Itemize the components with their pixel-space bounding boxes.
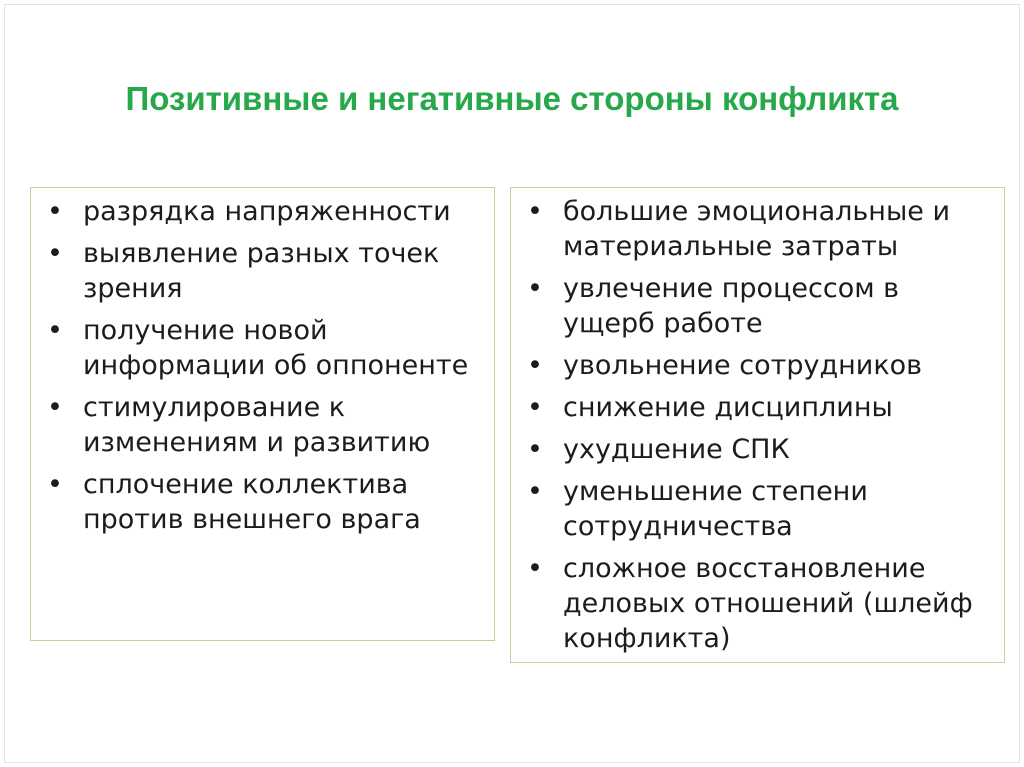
- list-item-text: уменьшение степени сотрудничества: [563, 476, 868, 542]
- list-item: [43, 236, 486, 306]
- list-item-text: большие эмоциональные и материальные затраты: [563, 196, 951, 262]
- list-item-text: получение новой информации об оппоненте: [83, 315, 469, 381]
- list-item: [523, 348, 996, 383]
- list-item-text: ухудшение СПК: [563, 434, 790, 465]
- list-item: [43, 194, 486, 229]
- list-item-text: сплочение коллектива против внешнего врага: [83, 469, 421, 535]
- list-item: [523, 432, 996, 467]
- list-item: [43, 390, 486, 460]
- list-item: [523, 551, 996, 656]
- slide-title: Позитивные и негативные стороны конфликта: [125, 80, 899, 117]
- bullet-icon: •: [527, 553, 543, 584]
- positive-sides-list: [31, 188, 494, 537]
- list-item: [523, 390, 996, 425]
- list-item-text: увлечение процессом в ущерб работе: [563, 273, 900, 339]
- list-item-text: увольнение сотрудников: [563, 350, 923, 381]
- positive-sides-box: [30, 187, 495, 641]
- bullet-icon: •: [527, 392, 543, 423]
- list-item-text: сложное восстановление деловых отношений (шлейф конфликта): [563, 553, 973, 654]
- list-item: [523, 474, 996, 544]
- bullet-icon: •: [47, 238, 63, 269]
- bullet-icon: •: [47, 315, 63, 346]
- bullet-icon: •: [47, 392, 63, 423]
- bullet-icon: •: [527, 434, 543, 465]
- bullet-icon: •: [527, 273, 543, 304]
- list-item-text: разрядка напряженности: [83, 196, 451, 227]
- list-item-text: стимулирование к изменениям и развитию: [83, 392, 431, 458]
- bullet-icon: •: [527, 196, 543, 227]
- list-item: [523, 271, 996, 341]
- negative-sides-list: [511, 188, 1004, 656]
- bullet-icon: •: [527, 350, 543, 381]
- list-item-text: снижение дисциплины: [563, 392, 893, 423]
- list-item-text: выявление разных точек зрения: [83, 238, 440, 304]
- bullet-icon: •: [47, 196, 63, 227]
- bullet-icon: •: [527, 476, 543, 507]
- negative-sides-box: [510, 187, 1005, 663]
- bullet-icon: •: [47, 469, 63, 500]
- list-item: [43, 467, 486, 537]
- list-item: [43, 313, 486, 383]
- list-item: [523, 194, 996, 264]
